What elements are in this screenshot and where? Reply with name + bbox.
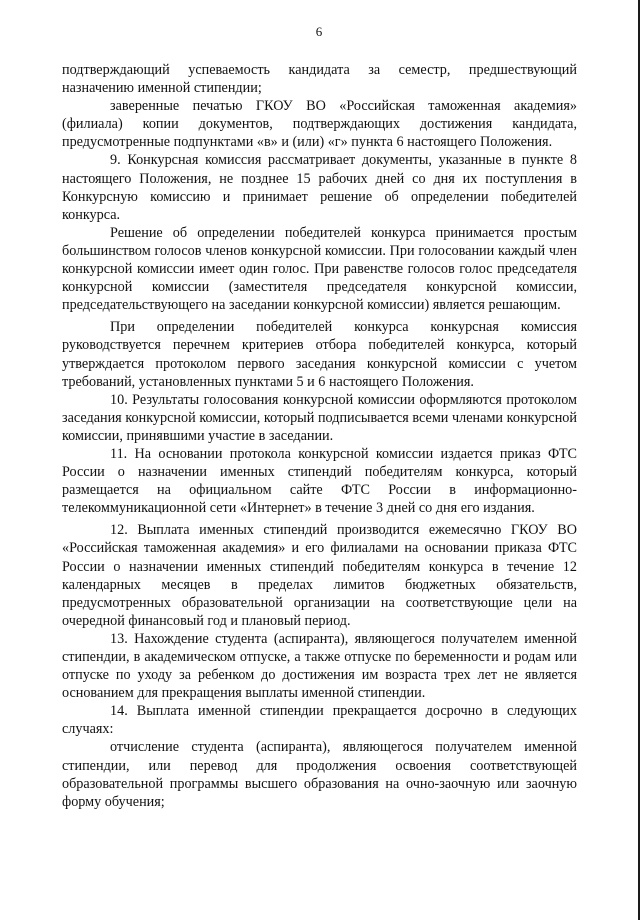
paragraph-clause-11: 11. На основании протокола конкурсной комиссии издается приказ ФТС России о назначении именных стипендий победителям конкурса, который размещается на официальном сайте ФТС России в информационно-телекоммуникационной сети «Интернет» в течение 3 дней со дня его издания. [62, 445, 577, 517]
paragraph-decision: Решение об определении победителей конкурса принимается простым большинством голосов членов конкурсной комиссии. При голосовании каждый член конкурсной комиссии имеет один голос. При равенстве голосов голос председателя конкурсной комиссии (заместителя председателя конкурсной комиссии, председательствующего на заседании конкурсной комиссии) является решающим. [62, 224, 577, 314]
document-body [62, 61, 577, 811]
paragraph-clause-12: 12. Выплата именных стипендий производится ежемесячно ГКОУ ВО «Российская таможенная академия» и его филиалами на основании приказа ФТС России о назначении именных стипендий победителям конкурса в течение 12 календарных месяцев в пределах лимитов бюджетных обязательств, предусмотренных образовательной организации на соответствующие цели на очередной финансовый год и плановый период. [62, 522, 577, 629]
paragraph-continuation: подтверждающий успеваемость кандидата за семестр, предшествующий назначению именной стипендии; [62, 62, 577, 97]
paragraph-expulsion: отчисление студента (аспиранта), являющегося получателем именной стипендии, или перевод для продолжения освоения соответствующей образовательной программы высшего образования на очно-заочную или заочную форму обучения; [62, 739, 577, 810]
paragraph-certified-copies: заверенные печатью ГКОУ ВО «Российская таможенная академия» (филиала) копии документов, подтверждающих достижения кандидата, предусмотренные подпунктами «в» и (или) «г» пункта 6 настоящего Положения. [62, 98, 577, 151]
paragraph-clause-9: 9. Конкурсная комиссия рассматривает документы, указанные в пункте 8 настоящего Положения, не позднее 15 рабочих дней со дня их поступления в Конкурсную комиссию и принимает решение об определении победителей конкурса. [62, 152, 577, 223]
paragraph-clause-13: 13. Нахождение студента (аспиранта), являющегося получателем именной стипендии, в академическом отпуске, а также отпуске по беременности и родам или отпуске по уходу за ребенком до достижения им возраста трех лет не является основанием для прекращения выплаты именной стипендии. [62, 630, 577, 702]
paragraph-clause-10: 10. Результаты голосования конкурсной комиссии оформляются протоколом заседания конкурсной комиссии, который подписывается всеми членами конкурсной комиссии, принявшими участие в заседании. [62, 391, 577, 444]
paragraph-clause-14: 14. Выплата именной стипендии прекращается досрочно в следующих случаях: [62, 703, 577, 738]
page-number: 6 [315, 24, 323, 39]
paragraph-criteria: При определении победителей конкурса конкурсная комиссия руководствуется перечнем критериев отбора победителей конкурса, который утверждается протоколом первого заседания конкурсной комиссии с учетом требований, установленных пунктами 5 и 6 настоящего Положения. [62, 319, 577, 390]
